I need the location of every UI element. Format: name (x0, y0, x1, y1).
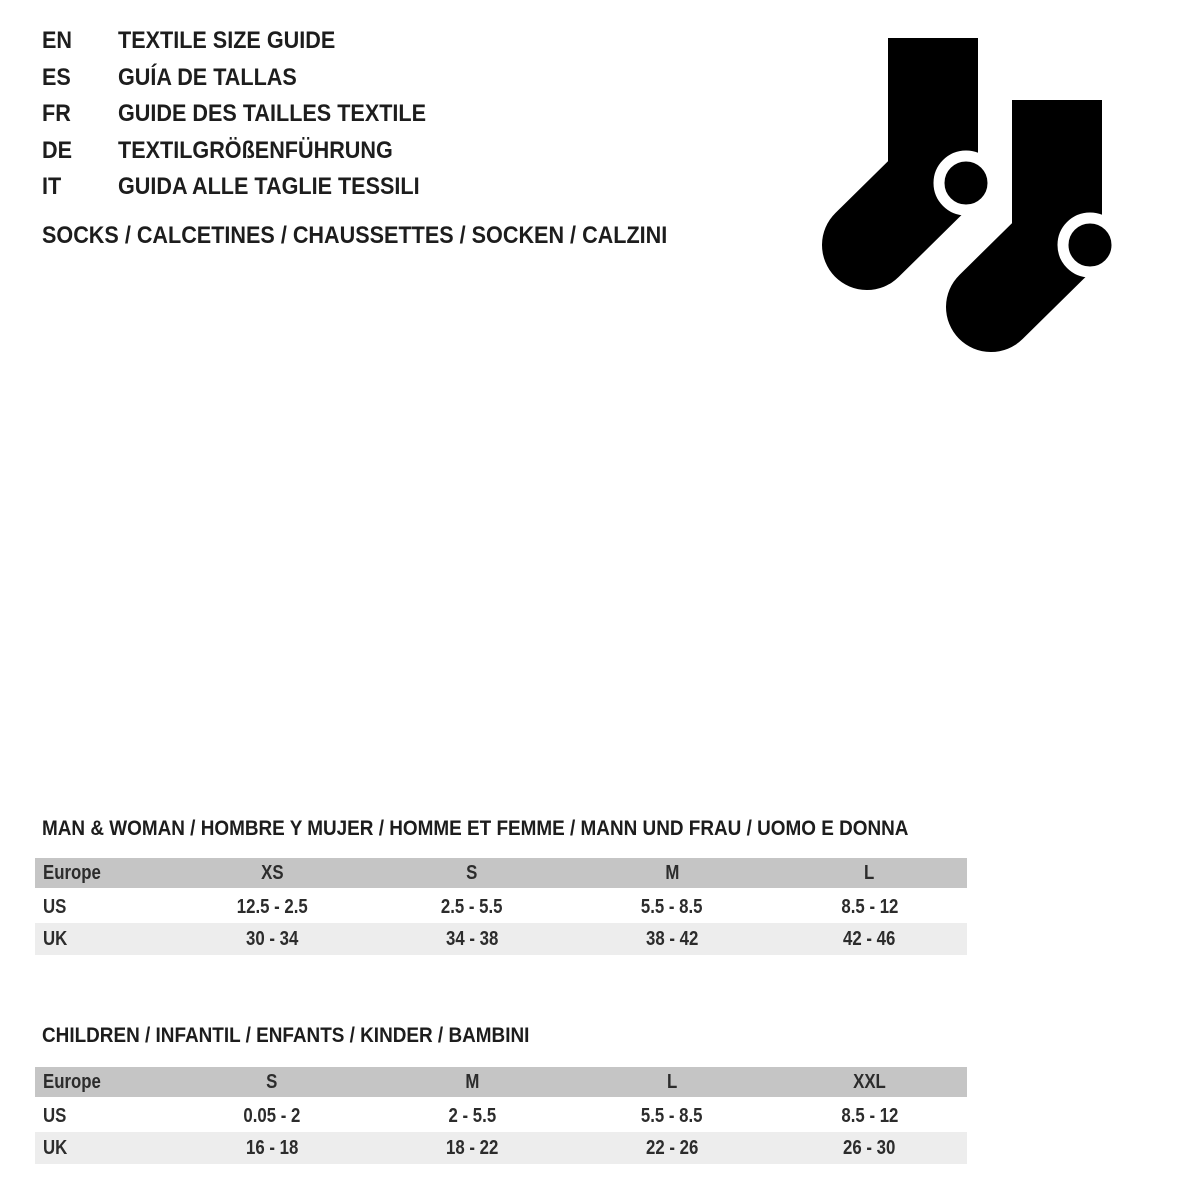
column-header-s (172, 1067, 372, 1100)
language-code (42, 60, 118, 97)
children-section-heading (42, 1022, 596, 1048)
row-label-text: UK (43, 1136, 68, 1159)
column-header-text: XXL (853, 1070, 886, 1093)
language-row-de (42, 133, 460, 170)
table-cell (572, 1100, 772, 1132)
table-cell (172, 1132, 372, 1164)
man-woman-section-heading (42, 815, 1027, 841)
cell-text: 8.5 - 12 (841, 1104, 898, 1127)
column-header-text: L (864, 861, 875, 884)
row-label-text: US (43, 895, 67, 918)
language-code-text: DE (42, 136, 73, 164)
table-row-uk (35, 1132, 967, 1164)
language-row-it (42, 169, 460, 206)
row-label (35, 1100, 172, 1132)
language-code-text: FR (42, 100, 71, 127)
language-code (42, 96, 118, 133)
row-label-text: US (43, 1104, 67, 1127)
children-heading-text: CHILDREN / INFANTIL / ENFANTS / KINDER / BAMBINI (42, 1023, 530, 1047)
table-header-row (35, 1067, 967, 1100)
language-code-text: IT (42, 173, 62, 200)
category-line-text: SOCKS / CALCETINES / CHAUSSETTES / SOCKEN / CALZINI (42, 222, 668, 249)
man-woman-heading-text: MAN & WOMAN / HOMBRE Y MUJER / HOMME ET FEMME / MANN UND FRAU / UOMO E DONNA (42, 816, 909, 840)
language-code (42, 23, 118, 60)
cell-text: 2.5 - 5.5 (441, 895, 503, 918)
row-label (35, 891, 172, 923)
language-title-text: GUIDE DES TAILLES TEXTILE (118, 100, 427, 127)
table-cell (772, 923, 967, 955)
language-title-text: TEXTILGRÖßENFÜHRUNG (118, 136, 393, 164)
cell-text: 26 - 30 (843, 1136, 896, 1159)
category-line (42, 222, 737, 250)
column-header-europe (35, 1067, 172, 1100)
row-label (35, 1132, 172, 1164)
cell-text: 16 - 18 (245, 1136, 299, 1159)
table-cell (572, 923, 772, 955)
column-header-text: M (464, 1070, 479, 1093)
language-title-text: GUÍA DE TALLAS (118, 63, 297, 91)
language-title (118, 169, 453, 206)
column-header-text: M (664, 861, 679, 884)
column-header-text: XS (260, 861, 284, 884)
language-title-list (42, 23, 460, 206)
column-header-text: S (466, 861, 478, 884)
table-cell (372, 891, 572, 923)
column-header-l (572, 1067, 772, 1100)
socks-icon (800, 0, 1200, 400)
cell-text: 12.5 - 2.5 (236, 895, 308, 918)
column-header-europe (35, 858, 172, 891)
table-cell (172, 1100, 372, 1132)
table-cell (572, 1132, 772, 1164)
cell-text: 2 - 5.5 (448, 1104, 496, 1127)
column-header-text: Europe (43, 1070, 101, 1093)
table-cell (772, 1132, 967, 1164)
cell-text: 22 - 26 (645, 1136, 699, 1159)
column-header-m (372, 1067, 572, 1100)
table-header-row (35, 858, 967, 891)
column-header-l (772, 858, 967, 891)
language-row-en (42, 23, 460, 60)
language-title-text: TEXTILE SIZE GUIDE (118, 27, 336, 54)
column-header-xxl (772, 1067, 967, 1100)
language-title (118, 96, 460, 133)
cell-text: 0.05 - 2 (243, 1104, 301, 1127)
language-code (42, 133, 118, 170)
language-row-fr (42, 96, 460, 133)
table-cell (772, 891, 967, 923)
cell-text: 42 - 46 (843, 927, 896, 950)
table-row-us (35, 891, 967, 923)
table-cell (372, 1132, 572, 1164)
language-title (118, 60, 317, 97)
language-title (118, 133, 423, 170)
table-row-uk (35, 923, 967, 955)
language-row-es (42, 60, 460, 97)
language-title (118, 23, 359, 60)
cell-text: 38 - 42 (645, 927, 699, 950)
column-header-xs (172, 858, 372, 891)
language-title-text: GUIDA ALLE TAGLIE TESSILI (118, 173, 420, 200)
children-size-table (35, 1067, 967, 1164)
table-cell (772, 1100, 967, 1132)
cell-text: 8.5 - 12 (841, 895, 898, 918)
table-cell (372, 1100, 572, 1132)
column-header-text: L (666, 1070, 678, 1093)
cell-text: 34 - 38 (445, 927, 499, 950)
column-header-m (572, 858, 772, 891)
row-label (35, 923, 172, 955)
column-header-s (372, 858, 572, 891)
language-code-text: ES (42, 63, 71, 91)
table-row-us (35, 1100, 967, 1132)
cell-text: 5.5 - 8.5 (641, 895, 703, 918)
row-label-text: UK (43, 927, 68, 950)
cell-text: 30 - 34 (245, 927, 299, 950)
man-woman-size-table (35, 858, 967, 955)
column-header-text: Europe (43, 861, 101, 884)
table-cell (172, 891, 372, 923)
language-code (42, 169, 118, 206)
cell-text: 5.5 - 8.5 (641, 1104, 703, 1127)
table-cell (372, 923, 572, 955)
table-cell (172, 923, 372, 955)
column-header-text: S (266, 1070, 278, 1093)
cell-text: 18 - 22 (445, 1136, 499, 1159)
language-code-text: EN (42, 27, 73, 54)
table-cell (572, 891, 772, 923)
